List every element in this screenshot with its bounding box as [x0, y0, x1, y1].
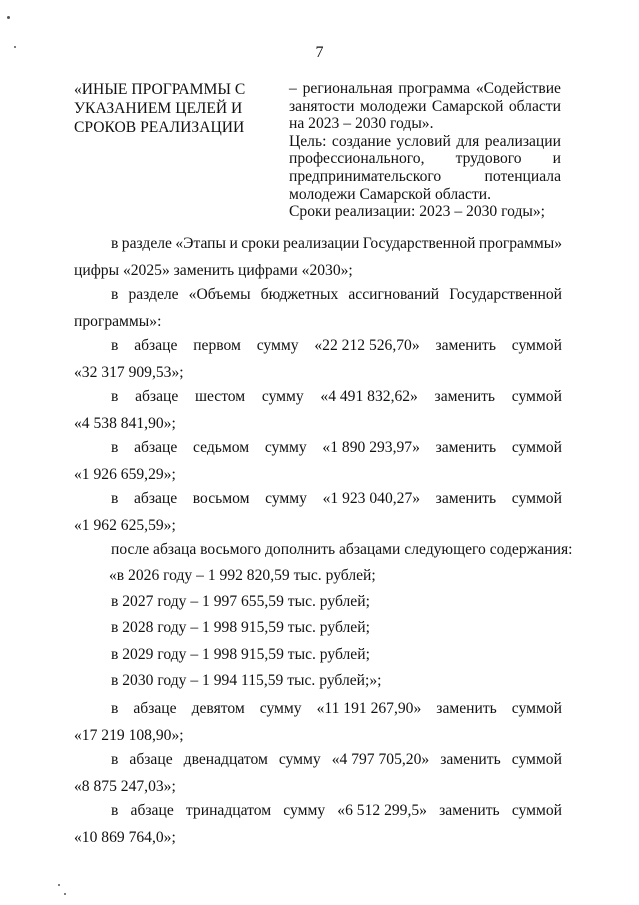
word: профессионального, — [289, 150, 425, 168]
word: разделе — [128, 286, 179, 303]
scan-speck — [58, 884, 60, 886]
word: разделе — [121, 235, 172, 252]
word: занятости — [289, 97, 355, 115]
paragraph-sixth-sum — [74, 385, 562, 436]
word: «11 191 267,90» — [316, 700, 422, 717]
word: суммой — [511, 388, 562, 405]
word: и — [229, 235, 238, 252]
word: сумму — [264, 439, 307, 456]
paragraph-first-sum — [74, 334, 562, 385]
word: области — [508, 97, 561, 115]
paragraph-line — [74, 385, 562, 409]
word: сумму — [278, 751, 321, 768]
word: заменить — [435, 439, 497, 456]
programs-heading-line: «ИНЫЕ ПРОГРАММЫ С — [74, 81, 246, 98]
word: молодежи Самарской области. — [289, 185, 492, 203]
word: абзаце — [133, 490, 178, 507]
word: заменить — [434, 388, 496, 405]
word: предпринимательского — [289, 167, 442, 185]
word: заменить — [439, 802, 500, 819]
word: суммой — [511, 490, 562, 507]
word: «1 890 293,97» — [322, 439, 420, 456]
word: суммой — [511, 700, 562, 717]
word: заменить — [435, 490, 497, 507]
programs-heading-line: СРОКОВ РЕАЛИЗАЦИИ — [74, 119, 245, 136]
word: реализации — [484, 132, 561, 150]
word: абзаце — [129, 751, 173, 768]
word: сумму — [256, 337, 299, 354]
word: первом — [193, 337, 241, 354]
programs-heading — [74, 80, 274, 137]
word: «Объемы — [188, 286, 251, 303]
word: сумму — [283, 802, 326, 819]
year-line: «в 2026 году – 1 992 820,59 тыс. рублей; — [109, 567, 376, 584]
paragraph-line: программы»: — [74, 313, 162, 330]
word: «4 491 832,62» — [320, 388, 418, 405]
description-line — [289, 150, 561, 168]
scan-speck — [7, 16, 10, 19]
paragraph-thirteenth-sum — [74, 799, 562, 850]
word: в — [111, 286, 119, 303]
word: «Этапы — [175, 235, 227, 252]
paragraph-line: «1 926 659,29»; — [74, 466, 176, 483]
word: сумму — [261, 388, 304, 405]
paragraph-line: «8 875 247,03»; — [74, 778, 176, 795]
word: программа — [398, 80, 471, 97]
paragraph-line: «17 219 108,90»; — [74, 727, 184, 744]
word: Самарской — [431, 97, 504, 115]
word: седьмом — [193, 439, 250, 456]
paragraph-budget — [74, 283, 562, 334]
description-line — [289, 133, 561, 151]
description-line — [289, 115, 561, 133]
word: двенадцатом — [183, 751, 268, 768]
description-line — [289, 98, 561, 116]
paragraph-seventh-sum — [74, 436, 562, 487]
word: суммой — [511, 439, 562, 456]
word: ассигнований — [348, 286, 440, 303]
paragraph-line: цифры «2025» заменить цифрами «2030»; — [74, 262, 353, 279]
word: региональная — [302, 80, 393, 97]
word: условий — [396, 132, 451, 150]
year-line: в 2028 году – 1 998 915,59 тыс. рублей; — [111, 619, 370, 636]
word: в — [111, 388, 119, 405]
word: абзаце — [134, 439, 178, 456]
description-line — [289, 203, 561, 221]
word: создание — [331, 132, 391, 150]
word: тринадцатом — [185, 802, 272, 819]
paragraph-add-abzatsy: после абзаца восьмого дополнить абзацами следующего содержания: — [111, 541, 573, 558]
paragraph-line: «10 869 764,0»; — [74, 829, 176, 846]
word: в — [111, 337, 119, 354]
description-line — [289, 80, 561, 98]
word: программы» — [478, 235, 562, 252]
word: суммой — [511, 802, 562, 819]
programs-description — [289, 80, 561, 221]
word: «6 512 299,5» — [337, 802, 427, 819]
word: «1 923 040,27» — [322, 490, 421, 507]
paragraph-line — [74, 487, 562, 511]
paragraph-line: «1 962 625,59»; — [74, 517, 176, 534]
word: молодежи — [359, 97, 427, 115]
word: реализации — [283, 235, 360, 252]
word: сумму — [265, 490, 307, 507]
word: абзаце — [134, 337, 178, 354]
paragraph-line — [74, 283, 562, 307]
word: Сроки реализации: 2023 – 2030 годы»; — [289, 203, 546, 221]
word: суммой — [511, 751, 562, 768]
word: для — [456, 132, 480, 150]
year-line: в 2027 году – 1 997 655,59 тыс. рублей; — [111, 593, 370, 610]
paragraph-eighth-sum — [74, 487, 562, 538]
word: трудового — [455, 150, 522, 168]
year-line: в 2030 году – 1 994 115,59 тыс. рублей;»; — [111, 672, 382, 689]
page-number: 7 — [315, 44, 324, 61]
word: суммой — [511, 337, 562, 354]
paragraph-stages — [74, 232, 562, 283]
word: абзаце — [135, 388, 179, 405]
paragraph-line — [74, 232, 562, 256]
description-line — [289, 168, 561, 186]
word: в — [111, 802, 119, 819]
paragraph-ninth-sum — [74, 697, 562, 748]
year-line: в 2029 году – 1 998 915,59 тыс. рублей; — [111, 646, 370, 663]
word: бюджетных — [260, 286, 339, 303]
programs-heading-line: УКАЗАНИЕМ ЦЕЛЕЙ И — [74, 100, 243, 117]
word: «4 797 705,20» — [331, 751, 430, 768]
word: заменить — [436, 700, 497, 717]
paragraph-line: «32 317 909,53»; — [74, 364, 184, 381]
word: в — [111, 700, 119, 717]
word: Государственной — [449, 286, 562, 303]
word: «22 212 526,70» — [314, 337, 420, 354]
word: восьмом — [192, 490, 250, 507]
word: – — [289, 80, 297, 97]
word: шестом — [194, 388, 246, 405]
word: в — [111, 235, 119, 252]
word: Государственной — [362, 235, 476, 252]
scan-speck — [64, 893, 66, 895]
paragraph-line — [74, 697, 562, 721]
word: сроки — [241, 235, 280, 252]
word: заменить — [435, 337, 496, 354]
word: и — [552, 150, 561, 168]
paragraph-line — [74, 799, 562, 823]
word: заменить — [440, 751, 501, 768]
word: Цель: — [289, 132, 327, 150]
paragraph-line — [74, 436, 562, 460]
paragraph-twelfth-sum — [74, 748, 562, 799]
paragraph-line — [74, 748, 562, 772]
word: сумму — [259, 700, 302, 717]
word: в — [111, 751, 119, 768]
word: девятом — [191, 700, 245, 717]
word: потенциала — [484, 167, 561, 185]
word: абзаце — [130, 802, 174, 819]
word: «Содействие — [475, 80, 561, 97]
paragraph-line: «4 538 841,90»; — [74, 415, 176, 432]
paragraph-line — [74, 334, 562, 358]
word: на 2023 – 2030 годы». — [289, 115, 434, 133]
description-line — [289, 186, 561, 204]
word: в — [111, 439, 119, 456]
word: абзаце — [133, 700, 177, 717]
word: в — [111, 490, 119, 507]
